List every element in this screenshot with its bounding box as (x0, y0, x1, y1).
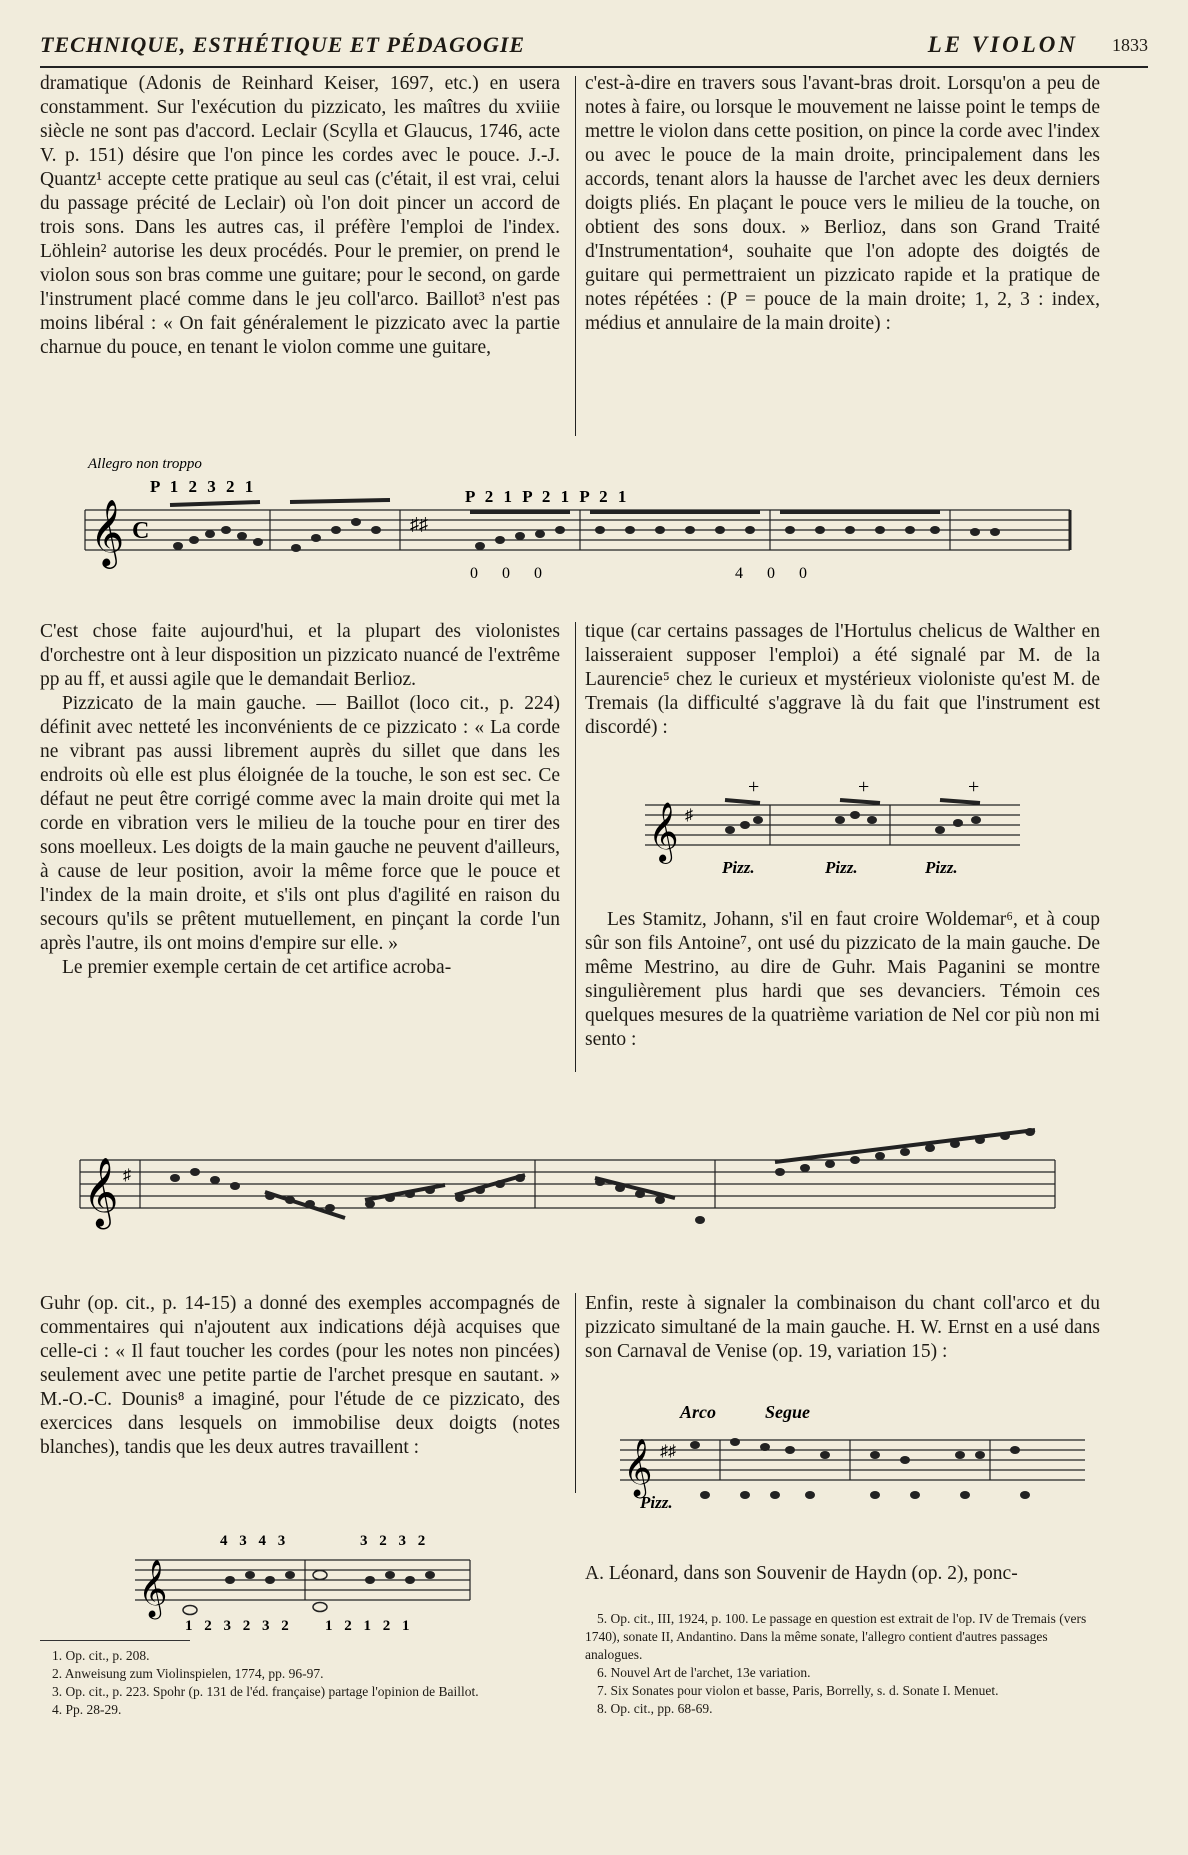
page-number: 1833 (1112, 35, 1148, 55)
pizz-label: Pizz. (825, 858, 858, 877)
fingering-bottom-b: 1 2 1 2 1 (325, 1618, 414, 1634)
running-header (40, 32, 1148, 60)
svg-text:♯♯: ♯♯ (410, 514, 428, 534)
column-2-bottom (585, 1292, 1100, 1364)
footnote: 1. Op. cit., p. 208. (52, 1648, 150, 1663)
column-divider (575, 622, 576, 1072)
music-example-tremais (640, 775, 1040, 885)
footnotes-right (585, 1610, 1100, 1718)
paragraph: Pizzicato de la main gauche. — Baillot (loco cit., p. 224) définit avec netteté les inconvénients de ce pizzicato : « La corde ne vibrant pas aussi librement auprès du sillet que dans les endroits où elle est plus éloignée de la touche, le son est sec. Ce défaut ne peut être corrigé comme avec la main droite qui met la corde en vibration vers le milieu de la touche pour en tirer des sons moelleux. Les doigts de la main gauche ne peuvent d'ailleurs, à cause de leur position, avoir la même force que le pouce et l'index de la main droite, et s'ils ont plus d'agilité en raison du secours qu'ils se prêtent mutuellement, en pinçant la corde l'un après l'autre, ils ont moins d'empire sur elle. » (40, 693, 560, 954)
paragraph: dramatique (Adonis de Reinhard Keiser, 1697, etc.) en usera constamment. Sur l'exécution du pizzicato, les maîtres du xviiie siècle ne sont pas d'accord. Leclair (Scylla et Glaucus, 1746, acte V. p. 151) désire que l'on pince les cordes avec le pouce. J.-J. Quantz¹ accepte cette pratique au seul cas (c'était, il est vrai, celui du passage précité de Leclair) où l'on doit pincer un accord de trois sons. Dans les autres cas, il préfère l'emploi de l'index. Löhlein² autorise les deux procédés. Pour le premier, on prend le violon sous son bras comme une guitare; pour le second, on garde l'instrument placé comme dans le jeu coll'arco. Baillot³ n'est pas moins libéral : « On fait généralement le pizzicato avec la partie charnue du pouce, en tenant le violon comme une guitare, (40, 73, 560, 358)
column-divider (575, 1293, 576, 1493)
paragraph: C'est chose faite aujourd'hui, et la plupart des violonistes d'orchestre ont à leur disposition un pizzicato nuancé de l'extrême pp au ff, et aussi agile que le demandait Berlioz. (40, 621, 560, 690)
paragraph: Les Stamitz, Johann, s'il en faut croire Woldemar⁶, et à coup sûr son fils Antoine⁷, ont usé du pizzicato de la main gauche. De même Mestrino, au dire de Guhr. Mais Paganini se montre singulièrement plus hardi que ses devanciers. Témoin ces quelques mesures de la quatrième variation de Nel cor più non mi sento : (585, 909, 1100, 1050)
music-example-ernst (615, 1400, 1095, 1520)
footnote: 7. Six Sonates pour violon et basse, Paris, Borrelly, s. d. Sonate I. Menuet. (597, 1683, 999, 1698)
pizz-label: Pizz. (722, 858, 755, 877)
column-1-bottom (40, 1292, 560, 1460)
pizz-label: Pizz. (925, 858, 958, 877)
footnote: 5. Op. cit., III, 1924, p. 100. Le passage en question est extrait de l'op. IV de Tremais (vers 1740), sonate II, Andantino. Dans la même sonate, l'allegro contient d'autres passages analogues. (585, 1611, 1087, 1662)
fingering-top-b: 3 2 3 2 (360, 1533, 430, 1549)
footnotes-left (40, 1647, 560, 1719)
header-article-title: LE VIOLON (927, 32, 1078, 57)
column-2-last (585, 1562, 1100, 1586)
segue-label: Segue (765, 1402, 810, 1422)
fingering-top-a: 4 3 4 3 (220, 1533, 290, 1549)
fingering-under-b: 4 0 0 (735, 565, 817, 582)
treble-clef: 𝄞 (90, 500, 125, 565)
paragraph: Enfin, reste à signaler la combinaison du chant coll'arco et du pizzicato simultané de la main gauche. H. W. Ernst en a usé dans son Carnaval de Venise (op. 19, variation 15) : (585, 1293, 1100, 1362)
svg-text:𝄞: 𝄞 (623, 1439, 653, 1495)
column-1-top (40, 72, 560, 360)
paragraph: A. Léonard, dans son Souvenir de Haydn (op. 2), ponc- (585, 1563, 1018, 1584)
column-1-middle (40, 620, 560, 980)
fingering-a: P 1 2 3 2 1 (150, 477, 257, 496)
svg-text:C: C (132, 518, 150, 544)
tempo-marking: Allegro non troppo (88, 456, 202, 472)
paragraph: c'est-à-dire en travers sous l'avant-bras droit. Lorsqu'on a peu de notes à faire, ou lorsque le mouvement ne laisse point le temps de mettre le violon dans cette position, on pince la corde avec l'index ou avec le pouce de la main droite, principalement dans les accords, tenant alors la hausse de l'archet avec les deux derniers doigts pliés. En plaçant le pouce vers le milieu de la touche, on obtient des sons doux. » Berlioz, dans son Grand Traité d'Instrumentation⁴, souhaite que l'on adopte des doigtés de guitare qui permettraient un pizzicato rapide et la pratique de notes répétées : (P = pouce de la main droite; 1, 2, 3 : index, médius et annulaire de la main droite) : (585, 73, 1100, 334)
footnote: 8. Op. cit., pp. 68-69. (597, 1701, 713, 1716)
pizz-label: Pizz. (640, 1493, 673, 1512)
column-2-top (585, 72, 1100, 336)
svg-text:+: + (858, 776, 870, 798)
footnote-rule (40, 1640, 190, 1641)
paragraph: Guhr (op. cit., p. 14-15) a donné des exemples accompagnés de commentaires qui n'ajoutent aux indications déjà acquises que celle-ci : « Il faut toucher les cordes (pour les notes non pincées) seulement avec une petite partie de l'archet presque en sautant. » M.-O.-C. Dounis⁸ a imaginé, pour l'étude de ce pizzicato, des exercices dans lesquels on immobilise deux doigts (notes blanches), tandis que les deux autres travaillent : (40, 1293, 560, 1458)
column-2-middle-b (585, 908, 1100, 1052)
fingering-b: P 2 1 P 2 1 P 2 1 (465, 487, 630, 506)
fingering-bottom-a: 1 2 3 2 3 2 (185, 1618, 293, 1634)
music-example-paganini (75, 1100, 1075, 1250)
svg-text:♯: ♯ (123, 1167, 131, 1184)
footnote: 6. Nouvel Art de l'archet, 13e variation. (597, 1665, 811, 1680)
footnote: 2. Anweisung zum Violinspielen, 1774, pp. 96-97. (52, 1666, 324, 1681)
column-2-middle (585, 620, 1100, 740)
music-example-dounis (130, 1525, 480, 1635)
svg-text:𝄞: 𝄞 (138, 1560, 168, 1616)
paragraph: Le premier exemple certain de cet artifice acroba- (62, 957, 452, 978)
svg-text:♯♯: ♯♯ (660, 1443, 676, 1460)
footnote: 4. Pp. 28-29. (52, 1702, 122, 1717)
paragraph: tique (car certains passages de l'Hortulus chelicus de Walther en laisseraient supposer l'emploi) a été signalé par M. de la Laurencie⁵ chez le curieux et mystérieux violoniste qu'est M. de Tremais (la difficulté s'aggrave là du fait que l'instrument est discordé) : (585, 621, 1100, 738)
svg-text:+: + (748, 776, 760, 798)
svg-text:♯: ♯ (685, 807, 693, 824)
arco-label: Arco (680, 1402, 716, 1422)
music-example-berlioz (70, 450, 1090, 600)
footnote: 3. Op. cit., p. 223. Spohr (p. 131 de l'éd. française) partage l'opinion de Baillot. (52, 1684, 479, 1699)
column-divider (575, 76, 576, 436)
svg-text:𝄞: 𝄞 (648, 804, 679, 861)
header-rule (40, 66, 1148, 68)
fingering-under-a: 0 0 0 (470, 565, 552, 582)
header-section-title: TECHNIQUE, ESTHÉTIQUE ET PÉDAGOGIE (40, 32, 526, 57)
svg-text:+: + (968, 776, 980, 798)
svg-text:𝄞: 𝄞 (83, 1159, 119, 1225)
